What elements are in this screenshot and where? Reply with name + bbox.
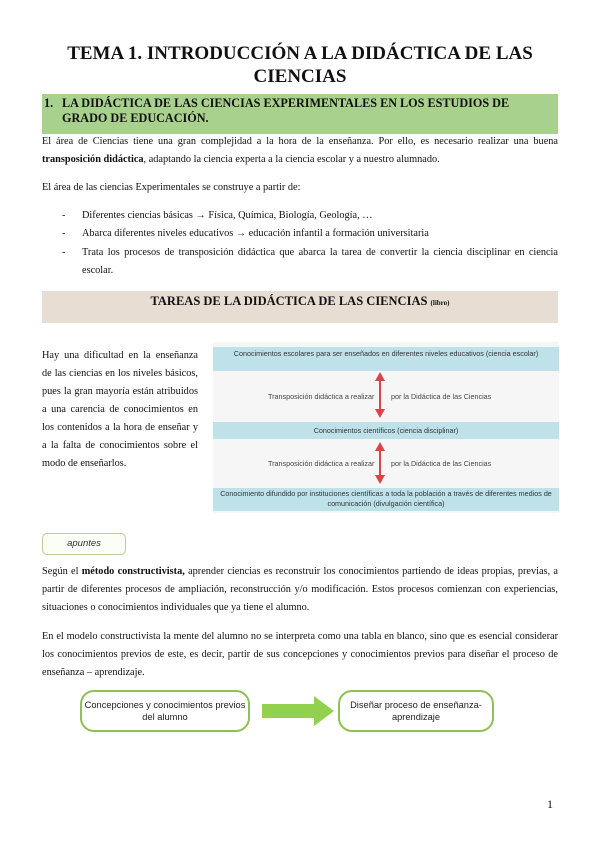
tasks-heading [42,294,558,309]
bullet-dash: - [62,228,66,239]
diagram-box-school-knowledge: Conocimientos escolares para ser enseñados en diferentes niveles educativos (ciencia escolar) [213,347,559,371]
diagram-label-transposition: Transposición didáctica a realizar [268,459,375,468]
diagram-label-agent: por la Didáctica de las Ciencias [391,459,492,468]
intro-text-a: El área de Ciencias tiene una gran complejidad a la hora de la enseñanza. Por ello, es necesario realizar una buena [42,136,558,147]
bullet-dash: - [62,247,66,258]
didactics-diagram [213,342,559,513]
tasks-side-paragraph: Hay una dificultad en la enseñanza de las ciencias en los niveles básicos, pues la gran mayoría están atribuidos a una carencia de conocimientos en los contenidos a la hora de enseñar y a la falta de conocimientos sobre el modo de enseñarlos. [42,350,198,469]
constructivist-paragraph-1 [42,563,558,617]
intro-paragraph-1 [42,133,558,169]
diagram-label-transposition: Transposición didáctica a realizar [268,392,375,401]
intro-bold-term: transposición didáctica [42,154,144,165]
tasks-heading-text: TAREAS DE LA DIDÁCTICA DE LAS CIENCIAS [150,294,428,308]
section-number: 1. [44,96,54,110]
diagram-label-agent: por la Didáctica de las Ciencias [391,392,492,401]
section-heading: LA DIDÁCTICA DE LAS CIENCIAS EXPERIMENTALES EN LOS ESTUDIOS DE GRADO DE EDUCACIÓN. [62,96,510,125]
intro-text-b: , adaptando la ciencia experta a la ciencia escolar y a nuestro alumnado. [143,154,440,165]
notes-tag: apuntes [42,533,126,555]
right-arrow-icon [262,696,334,726]
double-arrow-icon [373,442,387,484]
tasks-heading-note: (libro) [430,299,450,307]
constructivist-text-a: Según el [42,566,82,577]
constructivist-paragraph-2: En el modelo constructivista la mente del alumno no se interpreta como una tabla en blanco, sino que es esencial considerar los conocimientos previos de este, es decir, partir de sus concepciones y conocimientos previos para diseñar el proceso de enseñanza – aprendizaje. [42,631,558,678]
page-title: TEMA 1. INTRODUCCIÓN A LA DIDÁCTICA DE LAS CIENCIAS [67,43,533,87]
bullet-item: Diferentes ciencias básicas → Física, Química, Biología, Geología, … [82,210,373,221]
constructivist-text-b: aprender ciencias es reconstruir los conocimientos partiendo de ideas propias, previas, a partir de diferentes procesos de ampliación, reconstrucción y/o modificación. Estos procesos comienzan con experiencias, situaciones o conocimientos individuales que ya tiene el alumno. [42,566,558,613]
constructivist-bold-term: método constructivista, [81,566,185,577]
intro-paragraph-2: El área de las ciencias Experimentales se construye a partir de: [42,182,301,193]
flow-box-design-process: Diseñar proceso de enseñanza-aprendizaje [338,690,494,732]
bullet-item: Abarca diferentes niveles educativos → educación infantil a formación universitaria [82,228,429,239]
diagram-box-scientific-knowledge: Conocimientos científicos (ciencia disciplinar) [213,422,559,439]
bullet-dash: - [62,210,66,221]
diagram-box-disseminated-knowledge: Conocimiento difundido por instituciones científicas a toda la población a través de diferentes medios de comunicación (divulgación científica) [213,488,559,511]
double-arrow-icon [373,372,387,418]
page-number: 1 [547,797,553,811]
flow-box-prior-knowledge: Concepciones y conocimientos previos del alumno [80,690,250,732]
bullet-item: Trata los procesos de transposición didáctica que abarca la tarea de convertir la ciencia disciplinar en ciencia escolar. [82,247,558,276]
